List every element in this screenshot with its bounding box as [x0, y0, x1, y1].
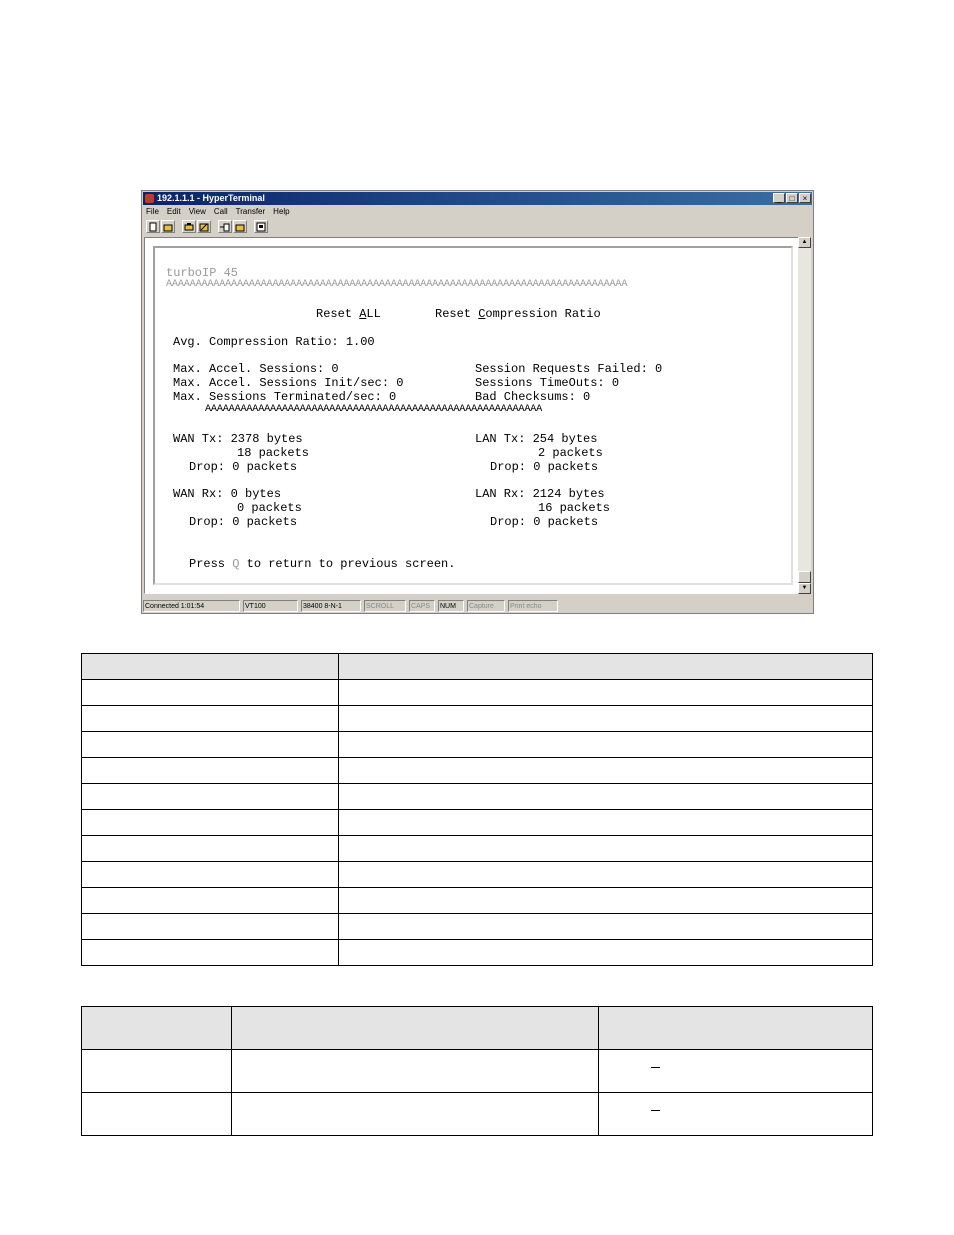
open-icon[interactable]: [161, 220, 175, 233]
menu-bar: [144, 206, 290, 218]
status-print-echo: Print echo: [508, 600, 558, 612]
hyperterminal-window: [141, 190, 814, 614]
middle-border: AAAAAAAAAAAAAAAAAAAAAAAAAAAAAAAAAAAAAAAAAAAAAAAAAAAAAAAAA: [205, 404, 543, 415]
wan-tx-packets: 18 packets: [237, 446, 310, 460]
status-bar: [143, 600, 812, 612]
scroll-thumb[interactable]: [798, 571, 811, 583]
session-requests-failed: Session Requests Failed: 0: [475, 362, 663, 376]
wan-rx-packets: 0 packets: [237, 501, 302, 515]
table-header: [339, 654, 873, 680]
status-capture: Capture: [467, 600, 505, 612]
reset-compression-option[interactable]: Reset Compression Ratio: [435, 307, 601, 321]
lan-rx-packets: 16 packets: [538, 501, 611, 515]
disconnect-icon[interactable]: [197, 220, 211, 233]
menu-help[interactable]: Help: [273, 207, 290, 216]
sessions-timeouts: Sessions TimeOuts: 0: [475, 376, 620, 390]
status-caps: CAPS: [409, 600, 435, 612]
press-q-hint: Press Q to return to previous screen.: [189, 557, 456, 571]
options-table: [81, 1006, 873, 1136]
table-header: [232, 1007, 599, 1050]
table-row: [82, 836, 873, 862]
lan-tx-bytes: LAN Tx: 254 bytes: [475, 432, 598, 446]
terminal-screen: [153, 246, 793, 585]
underline-mark: [651, 1067, 660, 1068]
reset-all-option[interactable]: Reset ALL: [316, 307, 381, 321]
table-row: [82, 732, 873, 758]
menu-edit[interactable]: Edit: [166, 207, 181, 216]
phone-icon[interactable]: [182, 220, 196, 233]
new-icon[interactable]: [146, 220, 160, 233]
maximize-button[interactable]: □: [786, 193, 798, 203]
vertical-scrollbar[interactable]: [798, 237, 811, 594]
wan-tx-drop: Drop: 0 packets: [189, 460, 298, 474]
app-icon: [145, 194, 154, 203]
wan-tx-bytes: WAN Tx: 2378 bytes: [173, 432, 303, 446]
underline-mark: [651, 1110, 660, 1111]
max-sessions-terminated: Max. Sessions Terminated/sec: 0: [173, 390, 397, 404]
lan-tx-drop: Drop: 0 packets: [490, 460, 599, 474]
table-row: [82, 810, 873, 836]
title-bar[interactable]: [143, 192, 812, 205]
table-row: [82, 888, 873, 914]
table-row: [82, 940, 873, 966]
minimize-button[interactable]: _: [773, 193, 785, 203]
status-num: NUM: [438, 600, 464, 612]
top-border: AAAAAAAAAAAAAAAAAAAAAAAAAAAAAAAAAAAAAAAAAAAAAAAAAAAAAAAAAAAAAAAAAAAAAAAAAAAAAA: [166, 279, 628, 290]
table-row: [82, 706, 873, 732]
lan-tx-packets: 2 packets: [538, 446, 603, 460]
status-scroll: SCROLL: [364, 600, 406, 612]
table-row: [82, 680, 873, 706]
avg-compression-ratio: Avg. Compression Ratio: 1.00: [173, 335, 375, 349]
properties-icon[interactable]: [254, 220, 268, 233]
menu-call[interactable]: Call: [213, 207, 228, 216]
status-settings: 38400 8-N-1: [301, 600, 361, 612]
table-header: [599, 1007, 873, 1050]
table-row: [82, 1050, 873, 1093]
menu-file[interactable]: File: [146, 207, 159, 216]
table-header: [82, 1007, 232, 1050]
menu-transfer[interactable]: Transfer: [235, 207, 266, 216]
table-row: [82, 862, 873, 888]
table-row: [82, 758, 873, 784]
parameters-table: [81, 653, 873, 966]
scroll-down-icon[interactable]: ▼: [798, 583, 811, 594]
max-accel-sessions-init: Max. Accel. Sessions Init/sec: 0: [173, 376, 404, 390]
wan-rx-drop: Drop: 0 packets: [189, 515, 298, 529]
send-icon[interactable]: [218, 220, 232, 233]
window-title: 192.1.1.1 - HyperTerminal: [157, 193, 265, 203]
table-header: [82, 654, 339, 680]
lan-rx-bytes: LAN Rx: 2124 bytes: [475, 487, 605, 501]
close-button[interactable]: ×: [799, 193, 811, 203]
bad-checksums: Bad Checksums: 0: [475, 390, 591, 404]
lan-rx-drop: Drop: 0 packets: [490, 515, 599, 529]
max-accel-sessions: Max. Accel. Sessions: 0: [173, 362, 339, 376]
table-row: [82, 1093, 873, 1136]
table-row: [82, 784, 873, 810]
q-key[interactable]: Q: [232, 557, 240, 571]
terminal-area[interactable]: [144, 237, 800, 594]
scroll-up-icon[interactable]: ▲: [798, 237, 811, 248]
menu-view[interactable]: View: [188, 207, 206, 216]
status-connected: Connected 1:01:54: [143, 600, 240, 612]
wan-rx-bytes: WAN Rx: 0 bytes: [173, 487, 282, 501]
product-name: turboIP 45: [166, 266, 239, 280]
toolbar: [144, 219, 268, 234]
status-emulation: VT100: [243, 600, 298, 612]
receive-icon[interactable]: [233, 220, 247, 233]
table-row: [82, 914, 873, 940]
